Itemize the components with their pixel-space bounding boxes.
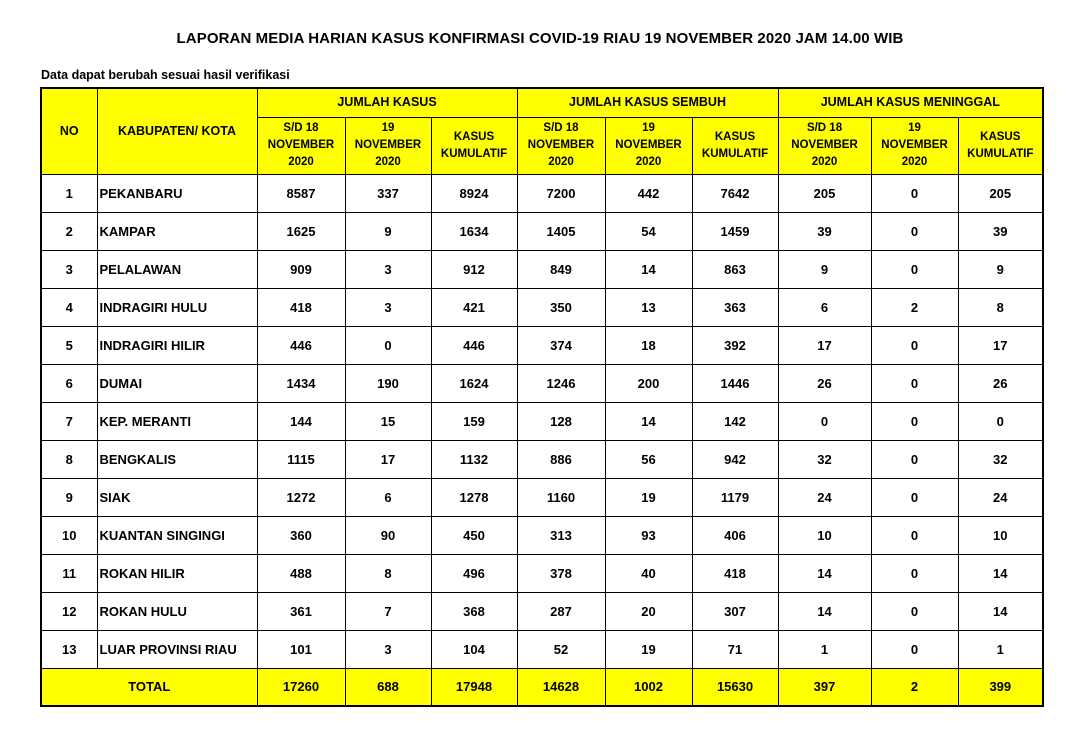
- cell-cases-cumulative: 8924: [431, 174, 517, 212]
- subheader-line: 19: [381, 122, 395, 134]
- cell-cases-until-nov-18: 446: [257, 326, 345, 364]
- cell-deaths-nov-19: 2: [871, 288, 958, 326]
- cell-cases-nov-19: 7: [345, 592, 431, 630]
- cell-cases-cumulative: 368: [431, 592, 517, 630]
- cell-deaths-cumulative: 39: [958, 212, 1043, 250]
- cell-deaths-nov-19: 0: [871, 478, 958, 516]
- subheader-cases-until-nov-18: [257, 117, 345, 174]
- cell-recovered-cumulative: 363: [692, 288, 778, 326]
- cell-recovered-cumulative: 142: [692, 402, 778, 440]
- subheader-line: NOVEMBER: [527, 139, 595, 151]
- subheader-line: KUMULATIF: [701, 147, 769, 160]
- header-group-recovered: JUMLAH KASUS SEMBUH: [517, 88, 778, 117]
- cell-recovered-until-nov-18: 1246: [517, 364, 605, 402]
- cell-no: 9: [41, 478, 97, 516]
- cell-deaths-until-nov-18: 0: [778, 402, 871, 440]
- cell-cases-until-nov-18: 101: [257, 630, 345, 668]
- cell-region: KUANTAN SINGINGI: [97, 516, 257, 554]
- cell-cases-until-nov-18: 144: [257, 402, 345, 440]
- cell-cases-nov-19: 3: [345, 250, 431, 288]
- subheader-line: S/D 18: [543, 122, 579, 134]
- header-group-total-cases: JUMLAH KASUS: [257, 88, 517, 117]
- subheader-line: NOVEMBER: [791, 139, 858, 151]
- cell-deaths-cumulative: 26: [958, 364, 1043, 402]
- cell-deaths-cumulative: 9: [958, 250, 1043, 288]
- cell-cases-until-nov-18: 418: [257, 288, 345, 326]
- cell-recovered-cumulative: 1446: [692, 364, 778, 402]
- cell-deaths-until-nov-18: 10: [778, 516, 871, 554]
- cell-cases-until-nov-18: 488: [257, 554, 345, 592]
- cell-deaths-cumulative: 10: [958, 516, 1043, 554]
- total-deaths-nov-19: 2: [871, 668, 958, 706]
- cell-no: 4: [41, 288, 97, 326]
- cell-cases-until-nov-18: 1115: [257, 440, 345, 478]
- cell-recovered-until-nov-18: 313: [517, 516, 605, 554]
- cell-deaths-nov-19: 0: [871, 174, 958, 212]
- subheader-line: S/D 18: [283, 122, 319, 134]
- cell-region: DUMAI: [97, 364, 257, 402]
- cell-no: 1: [41, 174, 97, 212]
- cell-no: 7: [41, 402, 97, 440]
- cell-recovered-until-nov-18: 52: [517, 630, 605, 668]
- table-row: [41, 326, 1043, 364]
- cell-deaths-cumulative: 14: [958, 554, 1043, 592]
- cell-deaths-nov-19: 0: [871, 364, 958, 402]
- subheader-line: NOVEMBER: [881, 139, 948, 151]
- cell-no: 10: [41, 516, 97, 554]
- cell-no: 8: [41, 440, 97, 478]
- cell-deaths-until-nov-18: 32: [778, 440, 871, 478]
- cell-cases-cumulative: 159: [431, 402, 517, 440]
- cell-deaths-cumulative: 24: [958, 478, 1043, 516]
- subheader-line: 2020: [288, 156, 314, 168]
- cell-deaths-cumulative: 32: [958, 440, 1043, 478]
- table-row: [41, 554, 1043, 592]
- cell-cases-cumulative: 1132: [431, 440, 517, 478]
- cell-deaths-until-nov-18: 24: [778, 478, 871, 516]
- table-row: [41, 174, 1043, 212]
- cell-deaths-cumulative: 0: [958, 402, 1043, 440]
- table-row: [41, 478, 1043, 516]
- subheader-recovered-cumulative: [692, 117, 778, 174]
- cell-deaths-nov-19: 0: [871, 630, 958, 668]
- cell-cases-cumulative: 496: [431, 554, 517, 592]
- cell-deaths-cumulative: 14: [958, 592, 1043, 630]
- cell-deaths-nov-19: 0: [871, 440, 958, 478]
- cell-cases-cumulative: 912: [431, 250, 517, 288]
- cell-region: SIAK: [97, 478, 257, 516]
- header-group-deaths: JUMLAH KASUS MENINGGAL: [778, 88, 1043, 117]
- cell-region: BENGKALIS: [97, 440, 257, 478]
- cell-region: INDRAGIRI HILIR: [97, 326, 257, 364]
- cell-recovered-until-nov-18: 1160: [517, 478, 605, 516]
- total-recovered-cumulative: 15630: [692, 668, 778, 706]
- total-recovered-nov-19: 1002: [605, 668, 692, 706]
- cell-cases-until-nov-18: 909: [257, 250, 345, 288]
- cell-no: 11: [41, 554, 97, 592]
- cell-deaths-cumulative: 17: [958, 326, 1043, 364]
- subheader-line: NOVEMBER: [354, 139, 422, 151]
- total-row: [41, 668, 1043, 706]
- cell-deaths-nov-19: 0: [871, 402, 958, 440]
- table-row: [41, 592, 1043, 630]
- cell-recovered-nov-19: 200: [605, 364, 692, 402]
- cell-deaths-cumulative: 1: [958, 630, 1043, 668]
- header-no: NO: [41, 88, 97, 174]
- cell-recovered-cumulative: 392: [692, 326, 778, 364]
- header-region: KABUPATEN/ KOTA: [97, 88, 257, 174]
- cell-deaths-until-nov-18: 6: [778, 288, 871, 326]
- total-recovered-until-nov-18: 14628: [517, 668, 605, 706]
- cell-region: PEKANBARU: [97, 174, 257, 212]
- cell-deaths-nov-19: 0: [871, 554, 958, 592]
- cell-no: 5: [41, 326, 97, 364]
- cell-recovered-cumulative: 942: [692, 440, 778, 478]
- cell-deaths-nov-19: 0: [871, 212, 958, 250]
- table-row: [41, 288, 1043, 326]
- total-cases-cumulative: 17948: [431, 668, 517, 706]
- total-label: TOTAL: [41, 668, 257, 706]
- cell-deaths-cumulative: 205: [958, 174, 1043, 212]
- cell-cases-cumulative: 1278: [431, 478, 517, 516]
- subheader-line: 2020: [375, 156, 401, 168]
- cell-recovered-cumulative: 1179: [692, 478, 778, 516]
- cell-cases-nov-19: 90: [345, 516, 431, 554]
- subheader-line: 2020: [635, 156, 662, 168]
- cell-no: 12: [41, 592, 97, 630]
- cell-deaths-until-nov-18: 14: [778, 592, 871, 630]
- subheader-line: 19: [908, 122, 921, 134]
- cell-recovered-nov-19: 14: [605, 402, 692, 440]
- cell-deaths-until-nov-18: 26: [778, 364, 871, 402]
- cell-no: 13: [41, 630, 97, 668]
- total-cases-nov-19: 688: [345, 668, 431, 706]
- cell-cases-nov-19: 17: [345, 440, 431, 478]
- cell-deaths-nov-19: 0: [871, 592, 958, 630]
- cell-region: PELALAWAN: [97, 250, 257, 288]
- cell-cases-cumulative: 446: [431, 326, 517, 364]
- cell-cases-cumulative: 1634: [431, 212, 517, 250]
- subheader-line: KUMULATIF: [967, 147, 1034, 160]
- cell-cases-until-nov-18: 8587: [257, 174, 345, 212]
- cell-recovered-until-nov-18: 374: [517, 326, 605, 364]
- subheader-line: KASUS: [980, 130, 1021, 143]
- cell-region: INDRAGIRI HULU: [97, 288, 257, 326]
- subheader-line: KASUS: [714, 130, 756, 143]
- cell-recovered-nov-19: 13: [605, 288, 692, 326]
- cell-recovered-nov-19: 442: [605, 174, 692, 212]
- cell-recovered-until-nov-18: 287: [517, 592, 605, 630]
- cell-region: KEP. MERANTI: [97, 402, 257, 440]
- subheader-deaths-cumulative: [958, 117, 1043, 174]
- cell-recovered-nov-19: 19: [605, 478, 692, 516]
- cell-recovered-cumulative: 863: [692, 250, 778, 288]
- cell-recovered-until-nov-18: 378: [517, 554, 605, 592]
- cell-recovered-nov-19: 19: [605, 630, 692, 668]
- cell-recovered-until-nov-18: 7200: [517, 174, 605, 212]
- subheader-line: KASUS: [453, 130, 495, 143]
- total-deaths-until-nov-18: 397: [778, 668, 871, 706]
- cell-cases-nov-19: 3: [345, 630, 431, 668]
- subheader-deaths-nov-19: [871, 117, 958, 174]
- cell-region: LUAR PROVINSI RIAU: [97, 630, 257, 668]
- cell-recovered-until-nov-18: 128: [517, 402, 605, 440]
- subheader-line: NOVEMBER: [267, 139, 335, 151]
- subheader-line: S/D 18: [806, 122, 843, 134]
- cell-cases-nov-19: 337: [345, 174, 431, 212]
- cell-deaths-nov-19: 0: [871, 516, 958, 554]
- covid-case-table: [40, 87, 1044, 707]
- subheader-line: 19: [642, 122, 655, 134]
- cell-cases-nov-19: 0: [345, 326, 431, 364]
- cell-recovered-nov-19: 18: [605, 326, 692, 364]
- cell-cases-until-nov-18: 1625: [257, 212, 345, 250]
- total-deaths-cumulative: 399: [958, 668, 1043, 706]
- table-row: [41, 402, 1043, 440]
- subheader-recovered-until-nov-18: [517, 117, 605, 174]
- cell-cases-nov-19: 6: [345, 478, 431, 516]
- subheader-cases-nov-19: [345, 117, 431, 174]
- cell-no: 3: [41, 250, 97, 288]
- cell-region: ROKAN HULU: [97, 592, 257, 630]
- cell-recovered-nov-19: 56: [605, 440, 692, 478]
- cell-cases-until-nov-18: 1272: [257, 478, 345, 516]
- cell-deaths-until-nov-18: 9: [778, 250, 871, 288]
- table-row: [41, 630, 1043, 668]
- cell-recovered-cumulative: 307: [692, 592, 778, 630]
- cell-cases-nov-19: 8: [345, 554, 431, 592]
- verification-note: Data dapat berubah sesuai hasil verifikasi: [41, 68, 290, 82]
- cell-deaths-nov-19: 0: [871, 250, 958, 288]
- subheader-line: NOVEMBER: [615, 139, 682, 151]
- cell-recovered-nov-19: 14: [605, 250, 692, 288]
- cell-cases-until-nov-18: 361: [257, 592, 345, 630]
- cell-no: 6: [41, 364, 97, 402]
- cell-recovered-nov-19: 20: [605, 592, 692, 630]
- cell-no: 2: [41, 212, 97, 250]
- cell-recovered-cumulative: 418: [692, 554, 778, 592]
- cell-recovered-nov-19: 54: [605, 212, 692, 250]
- cell-recovered-cumulative: 71: [692, 630, 778, 668]
- cell-deaths-cumulative: 8: [958, 288, 1043, 326]
- cell-cases-nov-19: 15: [345, 402, 431, 440]
- subheader-deaths-until-nov-18: [778, 117, 871, 174]
- table-row: [41, 250, 1043, 288]
- cell-cases-cumulative: 104: [431, 630, 517, 668]
- cell-recovered-until-nov-18: 350: [517, 288, 605, 326]
- cell-region: ROKAN HILIR: [97, 554, 257, 592]
- total-cases-until-nov-18: 17260: [257, 668, 345, 706]
- table-row: [41, 440, 1043, 478]
- subheader-line: 2020: [548, 156, 574, 168]
- cell-recovered-until-nov-18: 849: [517, 250, 605, 288]
- table-row: [41, 364, 1043, 402]
- cell-deaths-nov-19: 0: [871, 326, 958, 364]
- cell-cases-nov-19: 3: [345, 288, 431, 326]
- subheader-recovered-nov-19: [605, 117, 692, 174]
- cell-cases-until-nov-18: 1434: [257, 364, 345, 402]
- cell-recovered-until-nov-18: 1405: [517, 212, 605, 250]
- cell-deaths-until-nov-18: 39: [778, 212, 871, 250]
- cell-recovered-cumulative: 7642: [692, 174, 778, 212]
- subheader-cases-cumulative: [431, 117, 517, 174]
- cell-recovered-nov-19: 40: [605, 554, 692, 592]
- cell-cases-nov-19: 190: [345, 364, 431, 402]
- subheader-line: 2020: [811, 156, 838, 168]
- cell-cases-cumulative: 421: [431, 288, 517, 326]
- cell-cases-cumulative: 1624: [431, 364, 517, 402]
- cell-cases-nov-19: 9: [345, 212, 431, 250]
- cell-recovered-cumulative: 406: [692, 516, 778, 554]
- report-title: LAPORAN MEDIA HARIAN KASUS KONFIRMASI COVID-19 RIAU 19 NOVEMBER 2020 JAM 14.00 WIB: [176, 30, 904, 47]
- table-row: [41, 516, 1043, 554]
- table-row: [41, 212, 1043, 250]
- cell-recovered-nov-19: 93: [605, 516, 692, 554]
- cell-cases-cumulative: 450: [431, 516, 517, 554]
- cell-deaths-until-nov-18: 17: [778, 326, 871, 364]
- cell-cases-until-nov-18: 360: [257, 516, 345, 554]
- cell-region: KAMPAR: [97, 212, 257, 250]
- subheader-line: KUMULATIF: [440, 147, 508, 160]
- cell-deaths-until-nov-18: 14: [778, 554, 871, 592]
- cell-deaths-until-nov-18: 1: [778, 630, 871, 668]
- cell-deaths-until-nov-18: 205: [778, 174, 871, 212]
- cell-recovered-until-nov-18: 886: [517, 440, 605, 478]
- cell-recovered-cumulative: 1459: [692, 212, 778, 250]
- subheader-line: 2020: [901, 156, 928, 168]
